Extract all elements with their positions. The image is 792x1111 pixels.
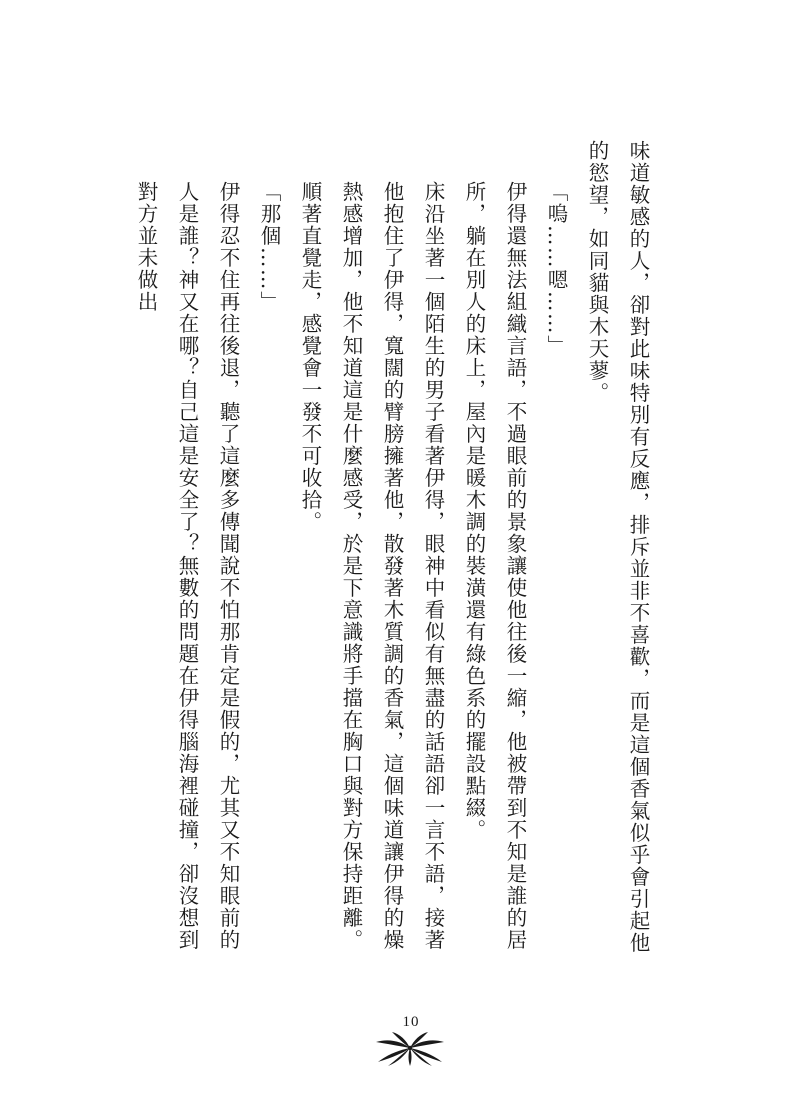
- paragraph: 順著直覺走，感覺會一發不可收拾。: [298, 181, 322, 533]
- page-number: 10: [402, 1014, 420, 1030]
- paragraph: 「嗚……嗯……」: [544, 181, 568, 357]
- paragraph: 伊得還無法組織言語，不過眼前的景象讓使他往後一縮，他被帶到不知是誰的居所，躺在別人的床上，屋內是暖木調的裝潢還有綠色系的擺設點綴。: [462, 181, 527, 951]
- vertical-text-body: [134, 140, 658, 970]
- paragraph: 床沿坐著一個陌生的男子看著伊得，眼神中看似有無盡的話語卻一言不語，接著他抱住了伊得，寬闊的臂膀擁著他，散發著木質調的香氣，這個味道讓伊得的燥熱感增加，他不知道這是什麼感受，於是下意識將手擋在胸口與對方保持距離。: [339, 181, 445, 951]
- leaf-ornament-icon: [372, 1028, 448, 1068]
- paragraph: 「那個……」: [257, 181, 281, 313]
- paragraph: 伊得忍不住再往後退，聽了這麼多傳聞說不怕那肯定是假的，尤其又不知眼前的人是誰？神又在哪？自己這是安全了？無數的問題在伊得腦海裡碰撞，卻沒想到對方並未做出: [134, 181, 240, 951]
- paragraph: 味道敏感的人，卻對此味特別有反應，排斥並非不喜歡，而是這個香氣似乎會引起他的慾望，如同貓與木天蓼。: [585, 140, 650, 954]
